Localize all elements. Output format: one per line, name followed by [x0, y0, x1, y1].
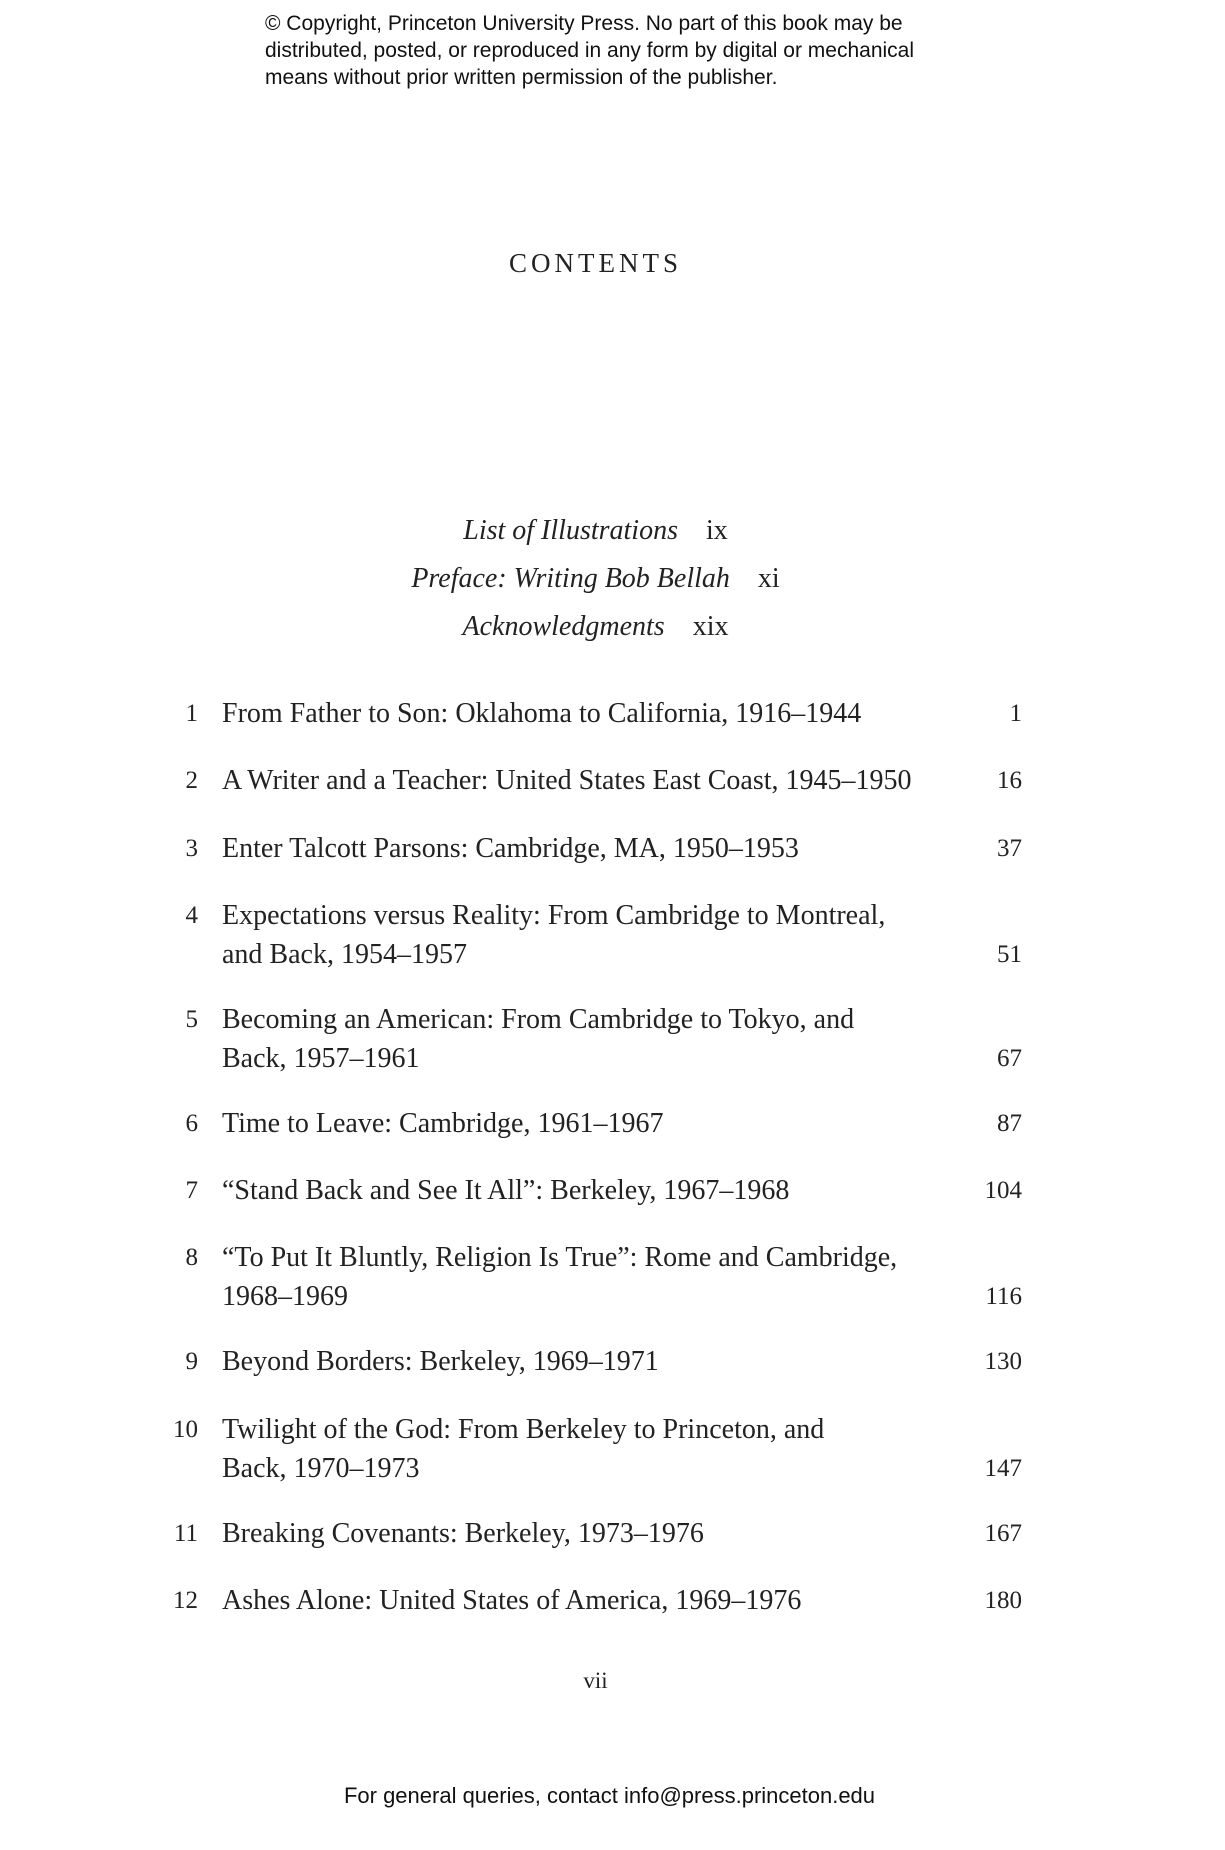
chapter-number: 10	[173, 1416, 198, 1443]
front-matter-title: Acknowledgments	[462, 611, 665, 642]
chapter-number: 8	[185, 1244, 198, 1271]
chapter-number: 5	[185, 1006, 198, 1033]
front-matter-title: Preface: Writing Bob Bellah	[411, 563, 730, 594]
chapter-title-line: A Writer and a Teacher: United States East Coast, 1945–1950	[222, 765, 912, 796]
copyright-line: distributed, posted, or reproduced in any form by digital or mechanical	[265, 39, 915, 62]
chapter-page: 147	[984, 1455, 1022, 1482]
chapter-title	[222, 1238, 942, 1316]
chapter-number: 3	[185, 835, 198, 862]
copyright-line: © Copyright, Princeton University Press. No part of this book may be	[265, 12, 903, 35]
chapter-title	[222, 1000, 942, 1078]
chapter-title-line: Ashes Alone: United States of America, 1969–1976	[222, 1585, 802, 1616]
chapter-title-line: Back, 1957–1961	[222, 1043, 420, 1074]
chapter-title-line: Enter Talcott Parsons: Cambridge, MA, 1950–1953	[222, 833, 799, 864]
chapter-title-line: “To Put It Bluntly, Religion Is True”: Rome and Cambridge,	[222, 1242, 898, 1273]
chapter-title-line: Back, 1970–1973	[222, 1453, 420, 1484]
front-matter-entry	[0, 563, 1191, 595]
chapter-page: 37	[997, 835, 1022, 862]
chapter-page: 104	[984, 1177, 1022, 1204]
chapter-title-line: Breaking Covenants: Berkeley, 1973–1976	[222, 1518, 704, 1549]
chapter-title	[222, 829, 942, 868]
chapter-title-line: Time to Leave: Cambridge, 1961–1967	[222, 1108, 664, 1139]
copyright-notice	[265, 10, 1025, 91]
chapter-title	[222, 896, 942, 974]
chapter-page: 16	[997, 767, 1022, 794]
contents-heading: CONTENTS	[509, 248, 682, 278]
chapter-title-line: Becoming an American: From Cambridge to Tokyo, and	[222, 1004, 855, 1035]
chapter-title	[222, 1104, 942, 1143]
chapter-page: 51	[997, 941, 1022, 968]
chapter-title	[222, 1581, 942, 1620]
chapter-number: 4	[185, 902, 198, 929]
chapter-page: 130	[984, 1348, 1022, 1375]
chapter-title-line: Expectations versus Reality: From Cambridge to Montreal,	[222, 900, 886, 931]
chapter-title-line: Beyond Borders: Berkeley, 1969–1971	[222, 1346, 659, 1377]
chapter-number: 12	[173, 1587, 198, 1614]
copyright-line: means without prior written permission of the publisher.	[265, 66, 778, 89]
chapter-title-line: “Stand Back and See It All”: Berkeley, 1967–1968	[222, 1175, 790, 1206]
chapter-page: 87	[997, 1110, 1022, 1137]
chapter-page: 67	[997, 1045, 1022, 1072]
chapter-page: 1	[1009, 700, 1022, 727]
front-matter-page: xix	[692, 611, 729, 642]
contact-footer: For general queries, contact info@press.princeton.edu	[343, 1783, 876, 1808]
chapter-title	[222, 1514, 942, 1553]
chapter-page: 167	[984, 1520, 1022, 1547]
front-matter-page: ix	[705, 515, 728, 546]
chapter-number: 11	[173, 1520, 198, 1547]
chapter-title	[222, 761, 942, 800]
front-matter-entry	[0, 515, 1191, 547]
chapter-number: 9	[185, 1348, 198, 1375]
chapter-title	[222, 1342, 942, 1381]
page-number: vii	[583, 1668, 608, 1693]
front-matter-entry	[0, 611, 1191, 643]
chapter-title-line: 1968–1969	[222, 1281, 348, 1312]
front-matter-page: xi	[757, 563, 780, 594]
chapter-title-line: Twilight of the God: From Berkeley to Princeton, and	[222, 1414, 825, 1445]
chapter-title-line: From Father to Son: Oklahoma to California, 1916–1944	[222, 698, 862, 729]
chapter-number: 2	[185, 767, 198, 794]
chapter-page: 116	[985, 1283, 1022, 1310]
chapter-number: 7	[185, 1177, 198, 1204]
chapter-title	[222, 1410, 942, 1488]
chapter-title	[222, 694, 942, 733]
chapter-title-line: and Back, 1954–1957	[222, 939, 467, 970]
chapter-page: 180	[984, 1587, 1022, 1614]
chapter-number: 1	[185, 700, 198, 727]
chapter-title	[222, 1171, 942, 1210]
chapter-number: 6	[185, 1110, 198, 1137]
front-matter-title: List of Illustrations	[463, 515, 678, 546]
